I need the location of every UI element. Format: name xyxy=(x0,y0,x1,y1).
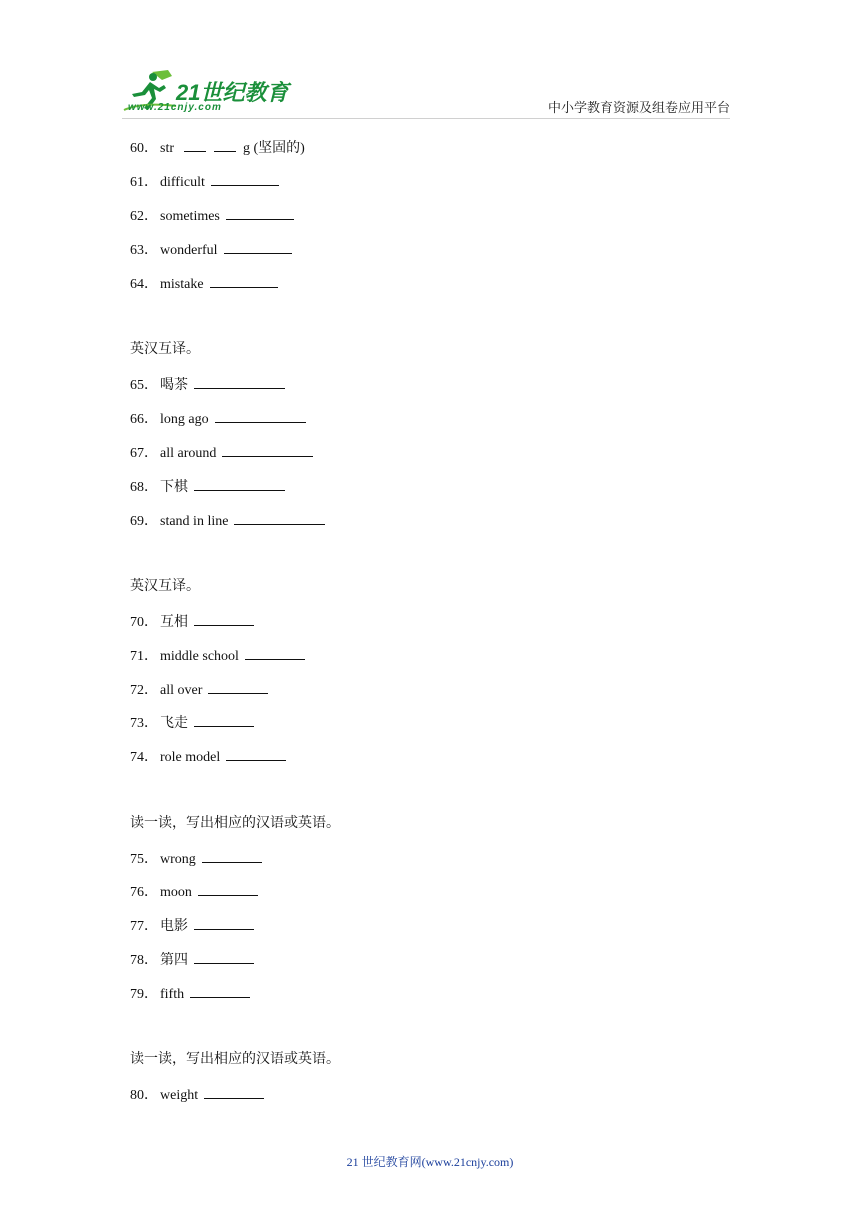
question-65: 65． 喝茶 xyxy=(130,374,285,396)
answer-blank[interactable] xyxy=(194,476,285,491)
question-73: 73． 飞走 xyxy=(130,712,254,734)
answer-blank[interactable] xyxy=(194,374,285,389)
section-title: 英汉互译。 xyxy=(130,342,200,357)
answer-blank[interactable] xyxy=(184,137,206,152)
answer-blank[interactable] xyxy=(226,205,294,220)
answer-blank[interactable] xyxy=(204,1084,264,1099)
section-title: 读一读，写出相应的汉语或英语。 xyxy=(130,816,340,831)
answer-blank[interactable] xyxy=(194,611,254,626)
question-72: 72． all over xyxy=(130,679,268,701)
answer-blank[interactable] xyxy=(210,273,278,288)
header-divider xyxy=(122,118,730,119)
answer-blank[interactable] xyxy=(194,712,254,727)
question-76: 76． moon xyxy=(130,881,258,903)
logo-url: www.21cnjy.com xyxy=(128,102,222,113)
answer-blank[interactable] xyxy=(208,679,268,694)
section-title: 英汉互译。 xyxy=(130,579,200,594)
logo-text: 21世纪教育 xyxy=(176,80,289,105)
answer-blank[interactable] xyxy=(234,510,325,525)
header-tagline: 中小学教育资源及组卷应用平台 xyxy=(547,100,730,115)
question-70: 70． 互相 xyxy=(130,611,254,633)
question-74: 74． role model xyxy=(130,746,286,768)
answer-blank[interactable] xyxy=(214,137,236,152)
answer-blank[interactable] xyxy=(194,915,254,930)
question-66: 66． long ago xyxy=(130,408,306,430)
footer-link[interactable]: 21 世纪教育网(www.21cnjy.com) xyxy=(346,1155,514,1169)
page-footer xyxy=(0,1153,860,1170)
answer-blank[interactable] xyxy=(222,442,313,457)
section-title: 读一读，写出相应的汉语或英语。 xyxy=(130,1052,340,1067)
question-80: 80． weight xyxy=(130,1084,264,1106)
question-75: 75． wrong xyxy=(130,848,262,870)
question-71: 71． middle school xyxy=(130,645,305,667)
brand-logo xyxy=(122,68,292,118)
question-61: 61． difficult xyxy=(130,171,279,193)
question-64: 64． mistake xyxy=(130,273,278,295)
answer-blank[interactable] xyxy=(224,239,292,254)
question-67: 67． all around xyxy=(130,442,313,464)
question-60: 60． str g (坚固的) xyxy=(130,137,305,159)
answer-blank[interactable] xyxy=(198,881,258,896)
question-63: 63． wonderful xyxy=(130,239,292,261)
answer-blank[interactable] xyxy=(194,949,254,964)
question-69: 69． stand in line xyxy=(130,510,325,532)
question-62: 62． sometimes xyxy=(130,205,294,227)
answer-blank[interactable] xyxy=(215,408,306,423)
question-77: 77． 电影 xyxy=(130,915,254,937)
question-68: 68． 下棋 xyxy=(130,476,285,498)
answer-blank[interactable] xyxy=(211,171,279,186)
answer-blank[interactable] xyxy=(190,983,250,998)
question-79: 79． fifth xyxy=(130,983,250,1005)
page-header xyxy=(0,0,860,125)
answer-blank[interactable] xyxy=(202,848,262,863)
answer-blank[interactable] xyxy=(245,645,305,660)
answer-blank[interactable] xyxy=(226,746,286,761)
question-78: 78． 第四 xyxy=(130,949,254,971)
